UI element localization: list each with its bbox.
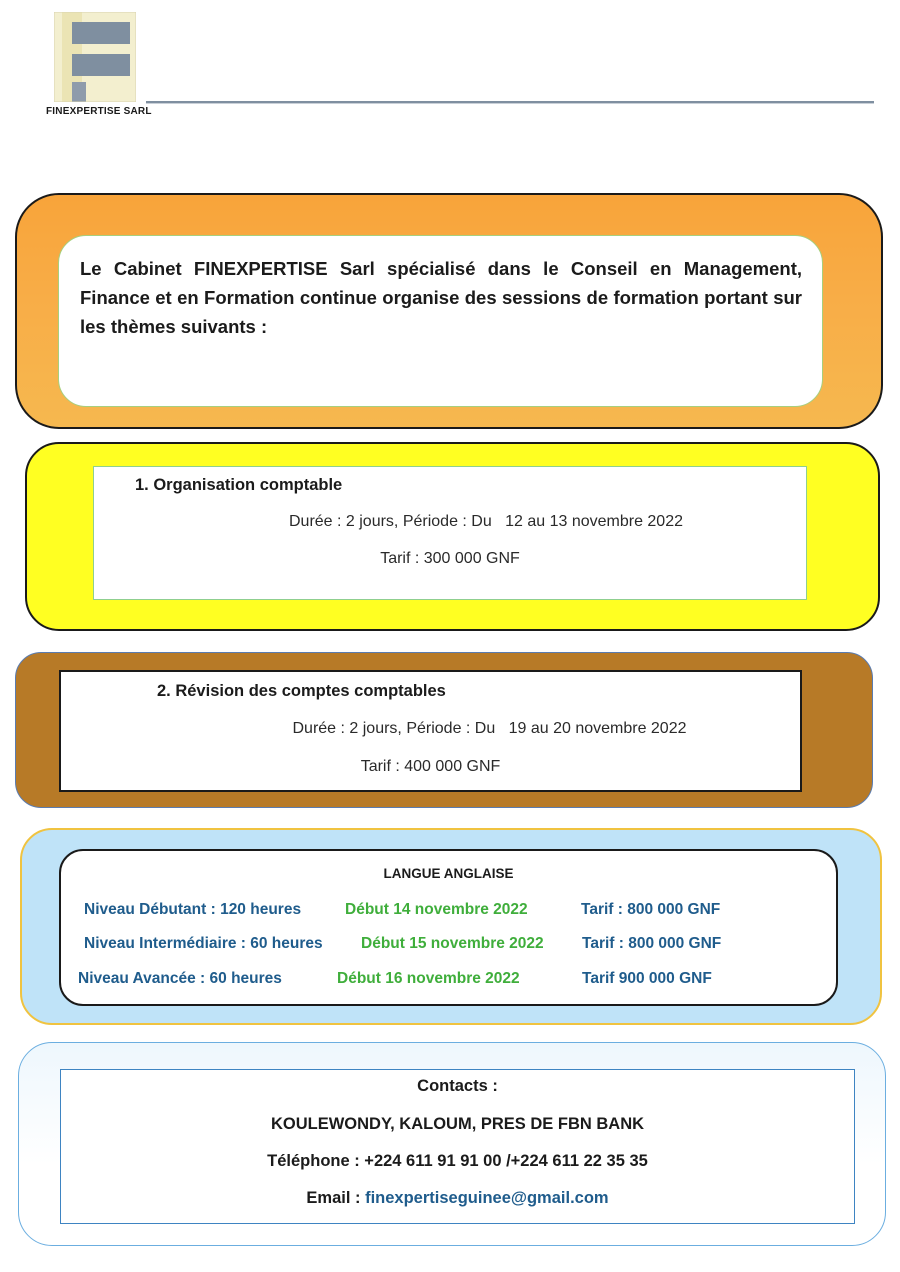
session-1-title: 1. Organisation comptable <box>135 476 343 494</box>
language-price-beginner: Tarif : 800 000 GNF <box>581 901 721 918</box>
language-start-beginner: Début 14 novembre 2022 <box>345 901 528 918</box>
language-level-intermediate: Niveau Intermédiaire : 60 heures <box>84 935 323 952</box>
language-start-advanced: Début 16 novembre 2022 <box>337 970 520 987</box>
logo-f-mark <box>54 12 136 102</box>
session-1-price: Tarif : 300 000 GNF <box>380 550 520 567</box>
company-logo <box>54 12 136 102</box>
session-2-price: Tarif : 400 000 GNF <box>360 758 501 775</box>
contacts-address: KOULEWONDY, KALOUM, PRES DE FBN BANK <box>270 1115 645 1133</box>
session-2-title: 2. Révision des comptes comptables <box>157 682 446 700</box>
session-2-duration: Durée : 2 jours, Période : Du 19 au 20 novembre 2022 <box>292 720 687 737</box>
contacts-email-label: Email : <box>306 1189 366 1207</box>
intro-text: Le Cabinet FINEXPERTISE Sarl spécialisé dans le Conseil en Management, Finance et en Formation continue organise des sessions de formation portant sur les thèmes suivants : <box>80 258 802 337</box>
language-price-advanced: Tarif 900 000 GNF <box>582 970 712 987</box>
contacts-email-link[interactable]: finexpertiseguinee@gmail.com <box>365 1189 609 1207</box>
language-start-intermediate: Début 15 novembre 2022 <box>361 935 544 952</box>
company-caption: FINEXPERTISE SARL <box>46 106 152 117</box>
contacts-heading: Contacts : <box>417 1077 498 1095</box>
contacts-phone: Téléphone : +224 611 91 91 00 /+224 611 22 35 35 <box>267 1152 648 1170</box>
session-1-duration: Durée : 2 jours, Période : Du 12 au 13 novembre 2022 <box>288 513 683 530</box>
language-level-beginner: Niveau Débutant : 120 heures <box>84 901 302 918</box>
language-title: LANGUE ANGLAISE <box>383 866 514 881</box>
header-divider <box>146 101 874 104</box>
language-level-advanced: Niveau Avancée : 60 heures <box>78 970 282 987</box>
language-price-intermediate: Tarif : 800 000 GNF <box>582 935 722 952</box>
contacts-email-line <box>60 1189 855 1208</box>
